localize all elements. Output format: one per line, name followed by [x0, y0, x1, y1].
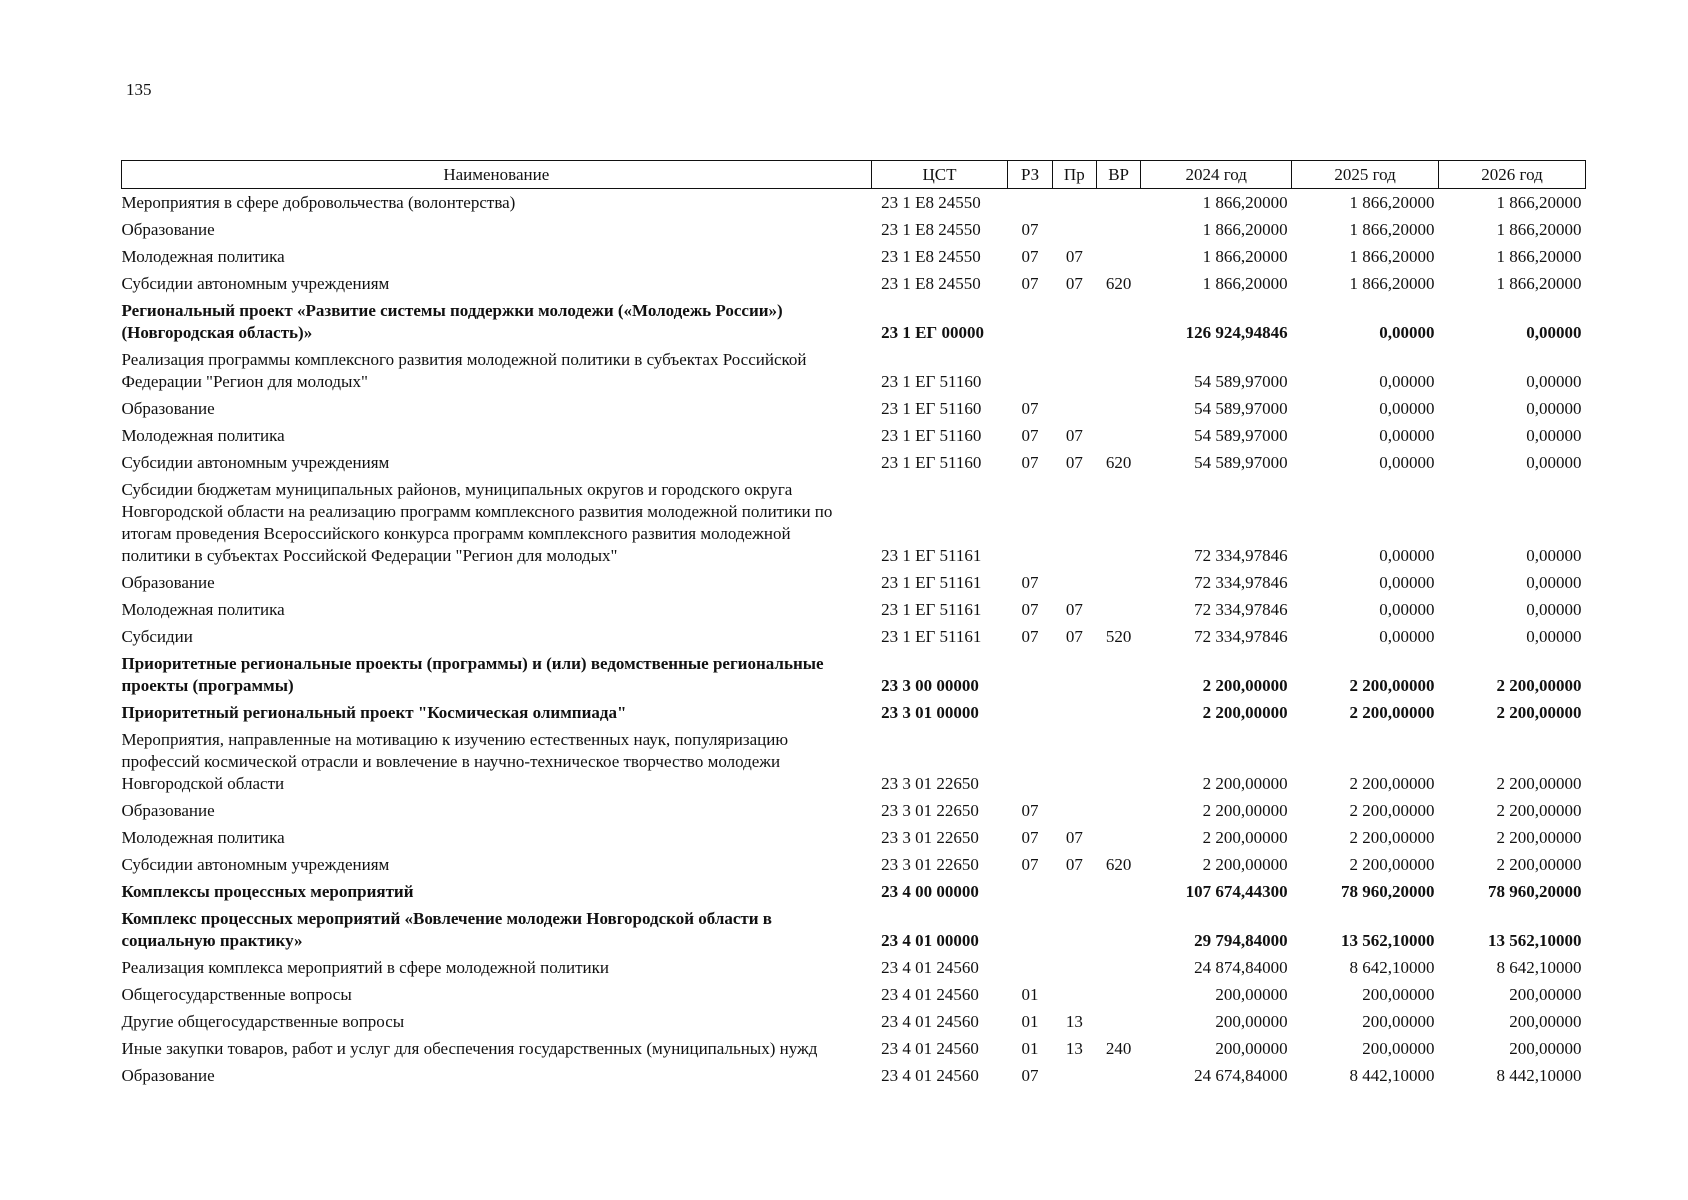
row-2026: 0,00000 [1526, 573, 1582, 592]
table-body [122, 189, 1586, 1090]
row-cst: 23 1 ЕГ 51160 [881, 426, 982, 445]
row-vr [1096, 596, 1140, 623]
row-vr: 620 [1105, 855, 1132, 874]
row-vr [1096, 878, 1140, 905]
row-2024: 1 866,20000 [1202, 274, 1288, 293]
row-2026: 2 200,00000 [1496, 774, 1582, 793]
row-rz: 07 [1021, 627, 1039, 646]
table-row [122, 623, 1586, 650]
table-row [122, 1035, 1586, 1062]
row-vr: 620 [1105, 274, 1132, 293]
row-name: Региональный проект «Развитие системы поддержки молодежи («Молодежь России») (Новгородская область)» [121, 301, 783, 342]
table-row [122, 422, 1586, 449]
row-2025: 78 960,20000 [1341, 882, 1435, 901]
row-rz [1008, 297, 1052, 346]
row-2026: 0,00000 [1526, 453, 1582, 472]
row-2024: 2 200,00000 [1202, 774, 1288, 793]
row-2026: 13 562,10000 [1488, 931, 1582, 950]
row-pr: 07 [1065, 855, 1083, 874]
row-pr [1052, 346, 1096, 395]
header-name: Наименование [122, 161, 872, 189]
row-2026: 2 200,00000 [1496, 828, 1582, 847]
row-cst: 23 3 01 22650 [881, 828, 979, 847]
row-vr [1096, 422, 1140, 449]
row-rz [1008, 650, 1052, 699]
row-cst: 23 4 01 24560 [881, 985, 979, 1004]
row-2025: 0,00000 [1379, 573, 1435, 592]
row-name: Образование [121, 573, 215, 592]
table-row [122, 726, 1586, 797]
row-pr: 13 [1065, 1039, 1083, 1058]
row-name: Комплекс процессных мероприятий «Вовлечение молодежи Новгородской области в социальную практику» [121, 909, 772, 950]
row-2026: 8 642,10000 [1496, 958, 1582, 977]
row-pr: 13 [1065, 1012, 1083, 1031]
row-pr [1052, 954, 1096, 981]
row-2026: 200,00000 [1509, 1012, 1582, 1031]
row-cst: 23 3 01 22650 [881, 801, 979, 820]
row-vr [1096, 1008, 1140, 1035]
row-pr [1052, 476, 1096, 569]
row-2024: 54 589,97000 [1194, 372, 1288, 391]
row-name: Общегосударственные вопросы [121, 985, 352, 1004]
row-pr: 07 [1065, 828, 1083, 847]
table-row [122, 797, 1586, 824]
row-rz: 07 [1021, 426, 1039, 445]
row-cst: 23 4 01 00000 [881, 931, 979, 950]
row-name: Образование [121, 399, 215, 418]
row-vr [1096, 216, 1140, 243]
row-rz: 01 [1021, 985, 1039, 1004]
row-rz: 07 [1021, 573, 1039, 592]
row-pr: 07 [1065, 600, 1083, 619]
table-row [122, 878, 1586, 905]
row-cst: 23 1 ЕГ 51160 [881, 372, 982, 391]
row-2025: 8 442,10000 [1349, 1066, 1435, 1085]
row-name: Иные закупки товаров, работ и услуг для обеспечения государственных (муниципальных) нужд [121, 1039, 818, 1058]
row-vr [1096, 824, 1140, 851]
row-cst: 23 1 Е8 24550 [881, 220, 981, 239]
table-row [122, 189, 1586, 217]
row-rz: 07 [1021, 1066, 1039, 1085]
row-name: Молодежная политика [121, 828, 285, 847]
row-pr [1052, 189, 1096, 217]
budget-table [121, 160, 1586, 1089]
row-2025: 1 866,20000 [1349, 193, 1435, 212]
header-2026: 2026 год [1439, 161, 1586, 189]
row-2024: 72 334,97846 [1194, 627, 1288, 646]
row-2026: 1 866,20000 [1496, 193, 1582, 212]
row-vr [1096, 189, 1140, 217]
row-2025: 0,00000 [1379, 399, 1435, 418]
header-rz: РЗ [1008, 161, 1052, 189]
row-rz [1008, 726, 1052, 797]
row-2025: 13 562,10000 [1341, 931, 1435, 950]
table-row [122, 395, 1586, 422]
row-rz [1008, 905, 1052, 954]
row-rz: 07 [1021, 453, 1039, 472]
row-name: Субсидии автономным учреждениям [121, 274, 390, 293]
row-2026: 200,00000 [1509, 985, 1582, 1004]
row-2025: 2 200,00000 [1349, 703, 1435, 722]
header-vr: ВР [1096, 161, 1140, 189]
row-pr [1052, 905, 1096, 954]
row-cst: 23 1 ЕГ 51161 [881, 627, 982, 646]
row-rz [1008, 699, 1052, 726]
row-2025: 200,00000 [1362, 1012, 1435, 1031]
row-2026: 1 866,20000 [1496, 247, 1582, 266]
row-2026: 0,00000 [1526, 600, 1582, 619]
row-2024: 24 674,84000 [1194, 1066, 1288, 1085]
row-2025: 0,00000 [1379, 600, 1435, 619]
table-row [122, 449, 1586, 476]
row-2024: 1 866,20000 [1202, 247, 1288, 266]
row-rz: 07 [1021, 399, 1039, 418]
row-2024: 126 924,94846 [1185, 323, 1288, 342]
table-row [122, 346, 1586, 395]
row-pr [1052, 216, 1096, 243]
row-name: Молодежная политика [121, 600, 285, 619]
row-vr [1096, 1062, 1140, 1089]
row-2024: 2 200,00000 [1202, 828, 1288, 847]
row-2025: 0,00000 [1379, 546, 1435, 565]
table-row [122, 270, 1586, 297]
row-rz: 07 [1021, 801, 1039, 820]
row-name: Субсидии бюджетам муниципальных районов, муниципальных округов и городского округа Новгородской области на реализацию программ комплексного развития молодежной политики по итогам проведения Всероссийского конкурса программ комплексного развития молодежной политики в субъектах Российской Федерации "Регион для молодых" [121, 480, 833, 565]
row-pr [1052, 297, 1096, 346]
row-cst: 23 4 00 00000 [881, 882, 979, 901]
row-pr [1052, 1062, 1096, 1089]
row-2026: 2 200,00000 [1496, 801, 1582, 820]
row-name: Образование [121, 1066, 215, 1085]
row-name: Приоритетный региональный проект "Космическая олимпиада" [121, 703, 627, 722]
row-vr [1096, 346, 1140, 395]
table-row [122, 1008, 1586, 1035]
row-2024: 200,00000 [1215, 1039, 1288, 1058]
table-row [122, 981, 1586, 1008]
row-vr [1096, 797, 1140, 824]
row-rz: 07 [1021, 247, 1039, 266]
row-cst: 23 4 01 24560 [881, 1066, 979, 1085]
row-vr [1096, 699, 1140, 726]
row-2025: 1 866,20000 [1349, 220, 1435, 239]
row-2025: 0,00000 [1379, 323, 1435, 342]
row-2025: 2 200,00000 [1349, 801, 1435, 820]
row-rz: 07 [1021, 220, 1039, 239]
row-2024: 200,00000 [1215, 1012, 1288, 1031]
table-row [122, 905, 1586, 954]
row-pr: 07 [1065, 274, 1083, 293]
row-2026: 78 960,20000 [1488, 882, 1582, 901]
row-rz: 07 [1021, 828, 1039, 847]
row-vr [1096, 981, 1140, 1008]
page-number: 135 [126, 80, 152, 99]
header-2025: 2025 год [1292, 161, 1439, 189]
row-2024: 1 866,20000 [1202, 193, 1288, 212]
table-row [122, 243, 1586, 270]
row-cst: 23 1 ЕГ 51161 [881, 546, 982, 565]
row-rz: 01 [1021, 1012, 1039, 1031]
row-2025: 0,00000 [1379, 453, 1435, 472]
row-pr [1052, 726, 1096, 797]
row-name: Реализация комплекса мероприятий в сфере молодежной политики [121, 958, 609, 977]
row-2024: 200,00000 [1215, 985, 1288, 1004]
row-cst: 23 1 ЕГ 51160 [881, 453, 982, 472]
row-cst: 23 1 ЕГ 51161 [881, 600, 982, 619]
row-vr [1096, 650, 1140, 699]
row-2025: 0,00000 [1379, 627, 1435, 646]
row-cst: 23 4 01 24560 [881, 1012, 979, 1031]
row-rz: 07 [1021, 855, 1039, 874]
row-2025: 0,00000 [1379, 426, 1435, 445]
table-row [122, 476, 1586, 569]
row-cst: 23 3 01 22650 [881, 774, 979, 793]
row-rz: 07 [1021, 274, 1039, 293]
row-2025: 8 642,10000 [1349, 958, 1435, 977]
row-rz [1008, 954, 1052, 981]
row-cst: 23 3 01 00000 [881, 703, 979, 722]
row-cst: 23 1 ЕГ 51161 [881, 573, 982, 592]
row-pr [1052, 878, 1096, 905]
table-row [122, 824, 1586, 851]
row-pr: 07 [1065, 627, 1083, 646]
row-pr [1052, 650, 1096, 699]
row-2024: 54 589,97000 [1194, 426, 1288, 445]
row-cst: 23 3 01 22650 [881, 855, 979, 874]
row-name: Молодежная политика [121, 247, 285, 266]
row-2024: 54 589,97000 [1194, 399, 1288, 418]
row-vr [1096, 905, 1140, 954]
header-row [122, 161, 1586, 189]
row-2026: 0,00000 [1526, 546, 1582, 565]
row-pr [1052, 699, 1096, 726]
row-name: Субсидии [121, 627, 193, 646]
row-2025: 200,00000 [1362, 1039, 1435, 1058]
row-vr [1096, 954, 1140, 981]
row-name: Мероприятия, направленные на мотивацию к изучению естественных наук, популяризацию профессий космической отрасли и вовлечение в научно-техническое творчество молодежи Новгородской области [121, 730, 789, 793]
row-rz [1008, 476, 1052, 569]
row-name: Приоритетные региональные проекты (программы) и (или) ведомственные региональные проекты (программы) [121, 654, 824, 695]
row-pr [1052, 981, 1096, 1008]
row-2026: 0,00000 [1526, 399, 1582, 418]
row-2025: 1 866,20000 [1349, 274, 1435, 293]
table-row [122, 699, 1586, 726]
row-vr: 520 [1105, 627, 1132, 646]
table-row [122, 216, 1586, 243]
header-pr: Пр [1052, 161, 1096, 189]
row-rz [1008, 189, 1052, 217]
row-2024: 1 866,20000 [1202, 220, 1288, 239]
row-name: Реализация программы комплексного развития молодежной политики в субъектах Российской Федерации "Регион для молодых" [121, 350, 807, 391]
table-row [122, 851, 1586, 878]
row-2025: 1 866,20000 [1349, 247, 1435, 266]
row-2026: 2 200,00000 [1496, 703, 1582, 722]
row-2026: 8 442,10000 [1496, 1066, 1582, 1085]
row-2024: 72 334,97846 [1194, 573, 1288, 592]
row-vr [1096, 726, 1140, 797]
row-rz: 01 [1021, 1039, 1039, 1058]
row-name: Субсидии автономным учреждениям [121, 855, 390, 874]
row-cst: 23 1 Е8 24550 [881, 193, 981, 212]
table-row [122, 596, 1586, 623]
header-cst: ЦСТ [871, 161, 1008, 189]
row-pr: 07 [1065, 247, 1083, 266]
row-pr: 07 [1065, 426, 1083, 445]
row-2024: 2 200,00000 [1202, 703, 1288, 722]
row-name: Комплексы процессных мероприятий [121, 882, 414, 901]
row-2025: 2 200,00000 [1349, 855, 1435, 874]
row-2026: 0,00000 [1526, 426, 1582, 445]
row-rz: 07 [1021, 600, 1039, 619]
row-vr [1096, 297, 1140, 346]
table-row [122, 650, 1586, 699]
row-2025: 0,00000 [1379, 372, 1435, 391]
row-rz [1008, 346, 1052, 395]
row-2026: 200,00000 [1509, 1039, 1582, 1058]
row-cst: 23 3 00 00000 [881, 676, 979, 695]
table-row [122, 569, 1586, 596]
row-2026: 0,00000 [1526, 372, 1582, 391]
row-2024: 54 589,97000 [1194, 453, 1288, 472]
table-row [122, 297, 1586, 346]
row-name: Другие общегосударственные вопросы [121, 1012, 405, 1031]
row-cst: 23 1 Е8 24550 [881, 274, 981, 293]
row-2024: 29 794,84000 [1194, 931, 1288, 950]
row-name: Образование [121, 801, 215, 820]
row-2026: 1 866,20000 [1496, 274, 1582, 293]
row-2025: 2 200,00000 [1349, 676, 1435, 695]
row-cst: 23 1 ЕГ 00000 [881, 323, 984, 342]
row-2025: 2 200,00000 [1349, 774, 1435, 793]
row-2024: 2 200,00000 [1202, 855, 1288, 874]
row-vr [1096, 243, 1140, 270]
row-vr [1096, 569, 1140, 596]
table-row [122, 954, 1586, 981]
row-2025: 200,00000 [1362, 985, 1435, 1004]
row-vr: 240 [1105, 1039, 1132, 1058]
row-vr [1096, 395, 1140, 422]
table-row [122, 1062, 1586, 1089]
row-vr: 620 [1105, 453, 1132, 472]
row-2026: 1 866,20000 [1496, 220, 1582, 239]
row-cst: 23 4 01 24560 [881, 958, 979, 977]
row-name: Мероприятия в сфере добровольчества (волонтерства) [121, 193, 516, 212]
row-2026: 2 200,00000 [1496, 855, 1582, 874]
row-rz [1008, 878, 1052, 905]
row-cst: 23 1 Е8 24550 [881, 247, 981, 266]
row-2025: 2 200,00000 [1349, 828, 1435, 847]
row-2026: 0,00000 [1526, 627, 1582, 646]
row-2026: 2 200,00000 [1496, 676, 1582, 695]
row-name: Субсидии автономным учреждениям [121, 453, 390, 472]
row-cst: 23 4 01 24560 [881, 1039, 979, 1058]
row-2024: 2 200,00000 [1202, 801, 1288, 820]
row-2024: 2 200,00000 [1202, 676, 1288, 695]
row-pr [1052, 797, 1096, 824]
row-name: Молодежная политика [121, 426, 285, 445]
row-2024: 72 334,97846 [1194, 546, 1288, 565]
row-name: Образование [121, 220, 215, 239]
row-2024: 24 874,84000 [1194, 958, 1288, 977]
row-pr [1052, 395, 1096, 422]
header-2024: 2024 год [1141, 161, 1292, 189]
row-2024: 72 334,97846 [1194, 600, 1288, 619]
row-pr: 07 [1065, 453, 1083, 472]
row-cst: 23 1 ЕГ 51160 [881, 399, 982, 418]
row-2024: 107 674,44300 [1185, 882, 1288, 901]
row-vr [1096, 476, 1140, 569]
row-2026: 0,00000 [1526, 323, 1582, 342]
row-pr [1052, 569, 1096, 596]
